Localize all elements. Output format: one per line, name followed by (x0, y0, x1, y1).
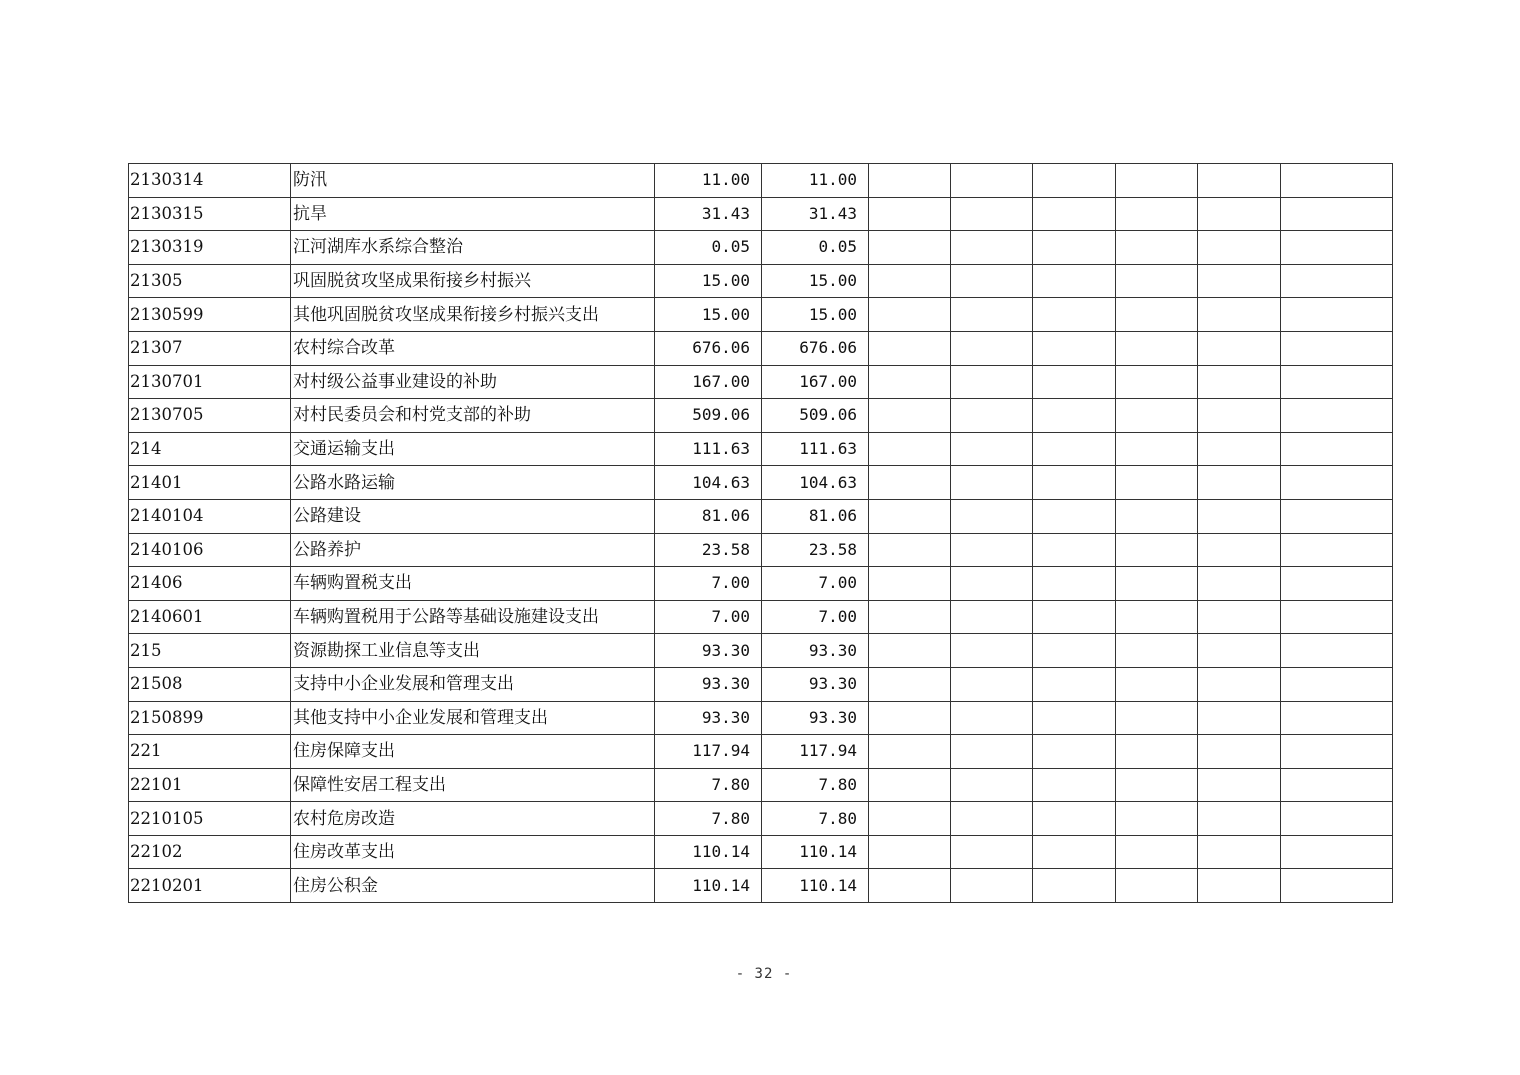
subject-name-cell: 住房公积金 (291, 869, 655, 903)
empty-cell (1281, 600, 1393, 634)
subject-name-cell: 抗旱 (291, 197, 655, 231)
empty-cell (1033, 231, 1116, 265)
empty-cell (951, 365, 1033, 399)
subject-code-cell: 2140104 (129, 499, 291, 533)
empty-cell (951, 835, 1033, 869)
subject-code-cell: 2140601 (129, 600, 291, 634)
empty-cell (869, 869, 951, 903)
amount-cell: 15.00 (655, 264, 762, 298)
empty-cell (1281, 567, 1393, 601)
empty-cell (1116, 667, 1198, 701)
table-row (129, 298, 1393, 332)
empty-cell (1033, 634, 1116, 668)
empty-cell (869, 567, 951, 601)
empty-cell (869, 768, 951, 802)
empty-cell (1116, 365, 1198, 399)
subject-name-cell: 江河湖库水系综合整治 (291, 231, 655, 265)
empty-cell (869, 600, 951, 634)
amount-cell: 93.30 (762, 634, 869, 668)
empty-cell (951, 331, 1033, 365)
empty-cell (1116, 164, 1198, 198)
subject-name-cell: 防汛 (291, 164, 655, 198)
table-row (129, 835, 1393, 869)
empty-cell (951, 567, 1033, 601)
empty-cell (951, 634, 1033, 668)
subject-name-cell: 资源勘探工业信息等支出 (291, 634, 655, 668)
subject-name-cell: 支持中小企业发展和管理支出 (291, 667, 655, 701)
amount-cell: 7.80 (655, 768, 762, 802)
table-row (129, 499, 1393, 533)
subject-code-cell: 22102 (129, 835, 291, 869)
empty-cell (1033, 869, 1116, 903)
empty-cell (1116, 231, 1198, 265)
empty-cell (1198, 634, 1281, 668)
amount-cell: 15.00 (655, 298, 762, 332)
empty-cell (1198, 869, 1281, 903)
table-row (129, 365, 1393, 399)
amount-cell: 167.00 (762, 365, 869, 399)
amount-cell: 110.14 (655, 835, 762, 869)
amount-cell: 7.00 (762, 567, 869, 601)
empty-cell (1281, 499, 1393, 533)
subject-name-cell: 公路水路运输 (291, 466, 655, 500)
empty-cell (1116, 432, 1198, 466)
empty-cell (1116, 399, 1198, 433)
budget-table (128, 163, 1393, 903)
subject-code-cell: 2140106 (129, 533, 291, 567)
empty-cell (869, 432, 951, 466)
empty-cell (1281, 634, 1393, 668)
empty-cell (869, 298, 951, 332)
subject-code-cell: 21508 (129, 667, 291, 701)
empty-cell (1033, 499, 1116, 533)
amount-cell: 104.63 (655, 466, 762, 500)
empty-cell (1198, 432, 1281, 466)
empty-cell (1116, 298, 1198, 332)
amount-cell: 7.00 (655, 567, 762, 601)
empty-cell (951, 499, 1033, 533)
amount-cell: 81.06 (762, 499, 869, 533)
empty-cell (951, 231, 1033, 265)
table-row (129, 231, 1393, 265)
table-body (129, 164, 1393, 903)
subject-name-cell: 车辆购置税支出 (291, 567, 655, 601)
empty-cell (869, 634, 951, 668)
empty-cell (951, 600, 1033, 634)
empty-cell (869, 701, 951, 735)
subject-name-cell: 对村级公益事业建设的补助 (291, 365, 655, 399)
empty-cell (869, 399, 951, 433)
amount-cell: 7.80 (655, 802, 762, 836)
subject-name-cell: 住房改革支出 (291, 835, 655, 869)
empty-cell (1281, 466, 1393, 500)
amount-cell: 104.63 (762, 466, 869, 500)
page-number: - 32 - (735, 966, 793, 982)
empty-cell (1281, 701, 1393, 735)
empty-cell (1116, 499, 1198, 533)
table-row (129, 399, 1393, 433)
subject-code-cell: 2130315 (129, 197, 291, 231)
empty-cell (1116, 835, 1198, 869)
amount-cell: 676.06 (762, 331, 869, 365)
empty-cell (1116, 331, 1198, 365)
empty-cell (1198, 533, 1281, 567)
empty-cell (1116, 701, 1198, 735)
subject-code-cell: 2210105 (129, 802, 291, 836)
empty-cell (869, 231, 951, 265)
empty-cell (1281, 432, 1393, 466)
empty-cell (1033, 701, 1116, 735)
empty-cell (869, 667, 951, 701)
subject-code-cell: 221 (129, 735, 291, 769)
empty-cell (951, 533, 1033, 567)
table-row (129, 264, 1393, 298)
amount-cell: 7.00 (655, 600, 762, 634)
empty-cell (1198, 802, 1281, 836)
empty-cell (1281, 399, 1393, 433)
empty-cell (951, 667, 1033, 701)
empty-cell (1116, 802, 1198, 836)
amount-cell: 676.06 (655, 331, 762, 365)
empty-cell (1281, 533, 1393, 567)
empty-cell (1281, 197, 1393, 231)
empty-cell (951, 164, 1033, 198)
empty-cell (869, 264, 951, 298)
empty-cell (1281, 298, 1393, 332)
empty-cell (1033, 768, 1116, 802)
empty-cell (1033, 365, 1116, 399)
empty-cell (1281, 331, 1393, 365)
amount-cell: 15.00 (762, 264, 869, 298)
empty-cell (1198, 365, 1281, 399)
empty-cell (951, 264, 1033, 298)
empty-cell (1281, 735, 1393, 769)
empty-cell (1198, 264, 1281, 298)
amount-cell: 11.00 (762, 164, 869, 198)
empty-cell (1281, 802, 1393, 836)
amount-cell: 93.30 (655, 701, 762, 735)
empty-cell (1116, 735, 1198, 769)
empty-cell (1033, 835, 1116, 869)
empty-cell (1033, 264, 1116, 298)
empty-cell (1281, 164, 1393, 198)
amount-cell: 93.30 (762, 667, 869, 701)
empty-cell (1198, 231, 1281, 265)
amount-cell: 7.80 (762, 802, 869, 836)
empty-cell (1198, 466, 1281, 500)
empty-cell (1033, 667, 1116, 701)
empty-cell (951, 298, 1033, 332)
empty-cell (951, 466, 1033, 500)
empty-cell (1116, 869, 1198, 903)
empty-cell (869, 331, 951, 365)
empty-cell (1198, 768, 1281, 802)
empty-cell (1116, 634, 1198, 668)
amount-cell: 93.30 (655, 667, 762, 701)
empty-cell (869, 802, 951, 836)
subject-name-cell: 住房保障支出 (291, 735, 655, 769)
empty-cell (869, 835, 951, 869)
table-row (129, 197, 1393, 231)
amount-cell: 0.05 (655, 231, 762, 265)
subject-code-cell: 2130319 (129, 231, 291, 265)
empty-cell (869, 499, 951, 533)
amount-cell: 23.58 (762, 533, 869, 567)
empty-cell (951, 432, 1033, 466)
empty-cell (951, 701, 1033, 735)
subject-name-cell: 公路养护 (291, 533, 655, 567)
subject-code-cell: 21401 (129, 466, 291, 500)
empty-cell (1033, 600, 1116, 634)
table-row (129, 768, 1393, 802)
empty-cell (1198, 667, 1281, 701)
empty-cell (1198, 701, 1281, 735)
empty-cell (1198, 735, 1281, 769)
amount-cell: 11.00 (655, 164, 762, 198)
empty-cell (869, 735, 951, 769)
empty-cell (1116, 197, 1198, 231)
subject-name-cell: 车辆购置税用于公路等基础设施建设支出 (291, 600, 655, 634)
empty-cell (1281, 264, 1393, 298)
subject-name-cell: 对村民委员会和村党支部的补助 (291, 399, 655, 433)
empty-cell (1116, 600, 1198, 634)
table-row (129, 869, 1393, 903)
subject-code-cell: 22101 (129, 768, 291, 802)
amount-cell: 167.00 (655, 365, 762, 399)
subject-code-cell: 215 (129, 634, 291, 668)
empty-cell (1198, 399, 1281, 433)
amount-cell: 110.14 (762, 835, 869, 869)
empty-cell (1281, 365, 1393, 399)
empty-cell (1198, 567, 1281, 601)
table-row (129, 600, 1393, 634)
amount-cell: 111.63 (762, 432, 869, 466)
amount-cell: 31.43 (655, 197, 762, 231)
table-row (129, 164, 1393, 198)
amount-cell: 117.94 (762, 735, 869, 769)
empty-cell (1033, 331, 1116, 365)
subject-name-cell: 公路建设 (291, 499, 655, 533)
subject-name-cell: 农村危房改造 (291, 802, 655, 836)
subject-name-cell: 巩固脱贫攻坚成果衔接乡村振兴 (291, 264, 655, 298)
amount-cell: 15.00 (762, 298, 869, 332)
empty-cell (1033, 735, 1116, 769)
empty-cell (1116, 768, 1198, 802)
empty-cell (951, 399, 1033, 433)
empty-cell (869, 466, 951, 500)
subject-name-cell: 交通运输支出 (291, 432, 655, 466)
empty-cell (1033, 802, 1116, 836)
table-row (129, 466, 1393, 500)
subject-code-cell: 2210201 (129, 869, 291, 903)
subject-name-cell: 其他支持中小企业发展和管理支出 (291, 701, 655, 735)
empty-cell (1033, 533, 1116, 567)
amount-cell: 93.30 (655, 634, 762, 668)
amount-cell: 0.05 (762, 231, 869, 265)
empty-cell (1116, 533, 1198, 567)
subject-code-cell: 2130701 (129, 365, 291, 399)
empty-cell (1116, 567, 1198, 601)
empty-cell (951, 869, 1033, 903)
empty-cell (1198, 164, 1281, 198)
table-row (129, 667, 1393, 701)
empty-cell (1281, 835, 1393, 869)
empty-cell (1281, 869, 1393, 903)
empty-cell (1198, 197, 1281, 231)
subject-name-cell: 保障性安居工程支出 (291, 768, 655, 802)
amount-cell: 7.00 (762, 600, 869, 634)
table-row (129, 735, 1393, 769)
empty-cell (869, 533, 951, 567)
empty-cell (869, 164, 951, 198)
empty-cell (951, 197, 1033, 231)
amount-cell: 93.30 (762, 701, 869, 735)
table-row (129, 432, 1393, 466)
empty-cell (1116, 466, 1198, 500)
amount-cell: 110.14 (655, 869, 762, 903)
table-row (129, 634, 1393, 668)
subject-code-cell: 21307 (129, 331, 291, 365)
empty-cell (1033, 298, 1116, 332)
table-row (129, 802, 1393, 836)
empty-cell (1033, 197, 1116, 231)
amount-cell: 117.94 (655, 735, 762, 769)
empty-cell (1198, 331, 1281, 365)
subject-code-cell: 214 (129, 432, 291, 466)
subject-code-cell: 2130599 (129, 298, 291, 332)
subject-name-cell: 农村综合改革 (291, 331, 655, 365)
amount-cell: 31.43 (762, 197, 869, 231)
empty-cell (1033, 466, 1116, 500)
empty-cell (951, 735, 1033, 769)
empty-cell (1281, 768, 1393, 802)
empty-cell (1281, 667, 1393, 701)
empty-cell (1198, 298, 1281, 332)
subject-code-cell: 21305 (129, 264, 291, 298)
empty-cell (869, 365, 951, 399)
table-row (129, 533, 1393, 567)
subject-code-cell: 2130705 (129, 399, 291, 433)
table-row (129, 567, 1393, 601)
amount-cell: 81.06 (655, 499, 762, 533)
empty-cell (951, 802, 1033, 836)
empty-cell (1198, 835, 1281, 869)
amount-cell: 7.80 (762, 768, 869, 802)
empty-cell (1281, 231, 1393, 265)
empty-cell (1198, 499, 1281, 533)
subject-code-cell: 2130314 (129, 164, 291, 198)
empty-cell (951, 768, 1033, 802)
amount-cell: 509.06 (655, 399, 762, 433)
amount-cell: 509.06 (762, 399, 869, 433)
empty-cell (1198, 600, 1281, 634)
empty-cell (1033, 399, 1116, 433)
empty-cell (1116, 264, 1198, 298)
amount-cell: 110.14 (762, 869, 869, 903)
empty-cell (1033, 567, 1116, 601)
amount-cell: 23.58 (655, 533, 762, 567)
table-row (129, 331, 1393, 365)
empty-cell (1033, 432, 1116, 466)
empty-cell (869, 197, 951, 231)
subject-code-cell: 2150899 (129, 701, 291, 735)
amount-cell: 111.63 (655, 432, 762, 466)
empty-cell (1033, 164, 1116, 198)
table-row (129, 701, 1393, 735)
subject-code-cell: 21406 (129, 567, 291, 601)
subject-name-cell: 其他巩固脱贫攻坚成果衔接乡村振兴支出 (291, 298, 655, 332)
